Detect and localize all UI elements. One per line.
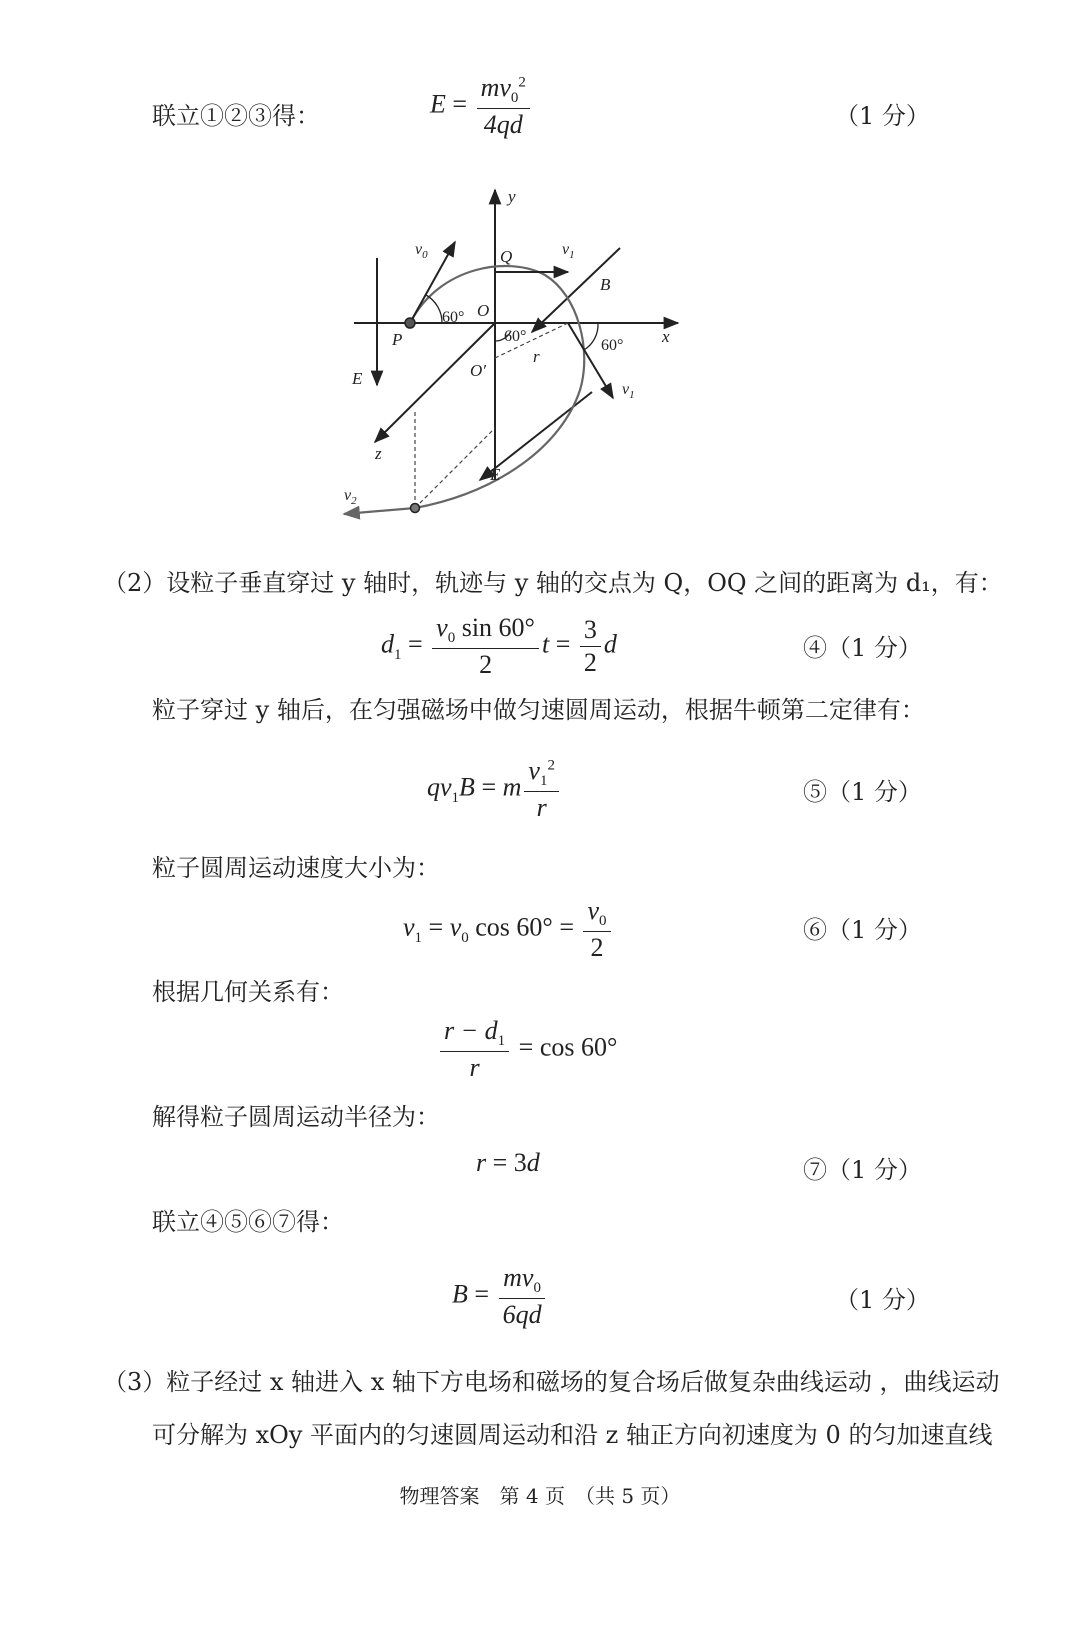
label-v2: $v_2$ — [344, 487, 357, 507]
label-E-left: E — [352, 369, 363, 388]
eq7-mark: ⑦（1 分） — [803, 1156, 922, 1184]
point-end — [411, 504, 420, 513]
part2-newton-text: 粒子穿过 y 轴后，在匀强磁场中做匀速圆周运动，根据牛顿第二定律有： — [152, 696, 925, 724]
part3-line1: （3）粒子经过 x 轴进入 x 轴下方电场和磁场的复合场后做复杂曲线运动 ，曲线运动 — [103, 1368, 1000, 1396]
label-z: z — [375, 444, 382, 463]
equation-E: E = $\frac{mv_0^2}{4qd}$ — [430, 72, 533, 141]
score-1: （1 分） — [835, 102, 930, 130]
combine-label-1: 联立①②③得： — [152, 102, 320, 130]
equation-geometry: $\frac{r - d_1}{r}$ = cos 60° — [437, 1015, 617, 1084]
part2-intro: （2）设粒子垂直穿过 y 轴时，轨迹与 y 轴的交点为 Q，OQ 之间的距离为 d₁，有： — [103, 569, 1003, 597]
dashed-diagonal — [415, 428, 495, 508]
angle-arc-right — [584, 323, 598, 350]
label-v0: $v_0$ — [415, 241, 428, 261]
eq4-mark: ④（1 分） — [803, 634, 922, 662]
label-O: O — [477, 301, 490, 320]
equation-r: r = 3d — [476, 1148, 540, 1177]
eqB-score: （1 分） — [835, 1286, 930, 1314]
angle-arc-P — [426, 295, 442, 323]
part2-speed-text: 粒子圆周运动速度大小为： — [152, 854, 440, 882]
point-P — [405, 318, 415, 328]
label-O-prime: O′ — [470, 361, 486, 380]
trajectory-curve — [344, 266, 584, 514]
label-v1-right: $v_1$ — [622, 381, 635, 401]
part2-geometry-text: 根据几何关系有： — [152, 978, 344, 1006]
part2-combine-text: 联立④⑤⑥⑦得： — [152, 1208, 344, 1236]
eq5-mark: ⑤（1 分） — [803, 778, 922, 806]
label-angle-P: 60° — [442, 309, 465, 326]
label-r: r — [533, 347, 540, 366]
label-P: P — [392, 330, 403, 349]
trajectory-diagram — [330, 180, 690, 525]
label-angle-center: 60° — [504, 328, 527, 345]
equation-v1: $v_1 = v_0$ cos 60° = $\frac{v_0}{2}$ — [403, 895, 614, 964]
label-E-bottom: E — [490, 465, 501, 484]
equation-d1: $d_1$ = $\frac{v_0 \sin 60^\circ}{2}$ t = $\frac{3}{2}$ d — [381, 613, 617, 679]
part2-radius-text: 解得粒子圆周运动半径为： — [152, 1103, 440, 1131]
equation-newton: $qv_1B = m$ $\frac{v_1^2}{r}$ — [427, 755, 562, 824]
label-angle-right: 60° — [601, 337, 624, 354]
label-v1-top: $v_1$ — [562, 241, 575, 261]
part3-line2: 可分解为 xOy 平面内的匀速圆周运动和沿 z 轴正方向初速度为 0 的匀加速直线 — [152, 1421, 993, 1449]
v1-right-arrow — [568, 323, 613, 398]
label-Q: Q — [500, 247, 513, 266]
eq6-mark: ⑥（1 分） — [803, 916, 922, 944]
label-y: y — [508, 187, 516, 206]
equation-B: B = $\frac{mv_0}{6qd}$ — [452, 1262, 549, 1331]
page-footer: 物理答案 第 4 页 （共 5 页） — [399, 1484, 681, 1508]
label-B: B — [600, 275, 611, 294]
label-x: x — [662, 327, 670, 346]
